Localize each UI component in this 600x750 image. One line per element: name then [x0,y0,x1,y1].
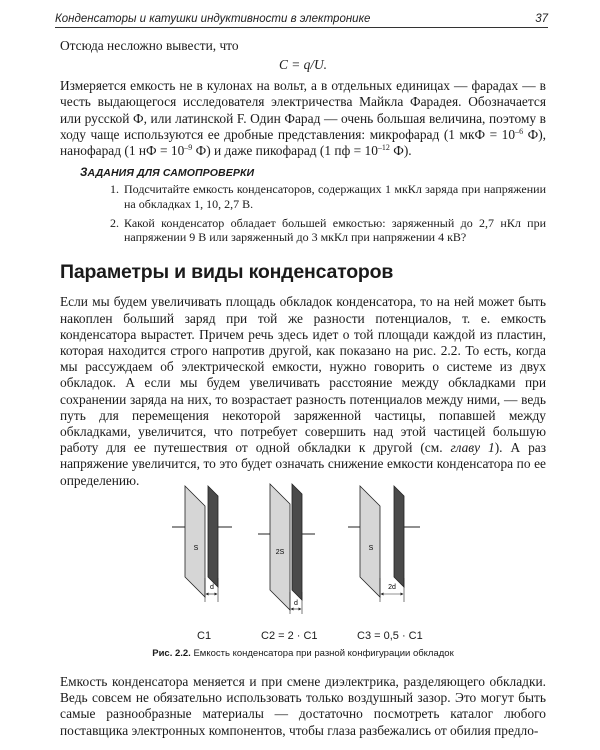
plate-left [360,486,380,597]
section-heading: Параметры и виды конденсаторов [60,261,394,284]
gap-label: d [210,584,214,591]
section-paragraph: Если мы будем увеличивать площадь обкладок конденсатора, то на ней может быть накоплен больший заряд при той же разности потенциалов, т. е. емкость конденсатора вырастет. Причем речь здесь идет о той площади каждой из пластин, которая находится строго напротив другой, как показано на рис. 2.2. То есть, когда мы рассуждаем об электрической емкости, нужно говорить о системе из двух обкладок. А если мы будем увеличивать расстояние между обкладками при сохранении заряда на них, то возрастает разность потенциалов между ними, — ведь путь для перемещения некоторой заряженной частицы, попавшей между обкладками, увеличится, что потребует совершить над этой частицей большую работу для ее путешествия от одной обкладки к другой (см. главу 1). А раз напряжение увеличится, то это будет означать снижение емкости конденсатора по ее определению. [60,294,546,488]
formula-c1: C1 [197,630,212,642]
plate-left [185,486,205,597]
page-content [60,38,546,489]
plate-area-label: 2S [275,549,285,556]
tasks-list [60,182,546,244]
gap-label: d [294,600,298,607]
gap-label: 2d [388,584,396,591]
plate-area-label: S [193,545,199,552]
units-paragraph: Измеряется емкость не в кулонах на вольт, а в отдельных единицах — фарадах — в честь выдающегося исследователя электричества Майкла Фарадея. Обозначается или русской Ф, или латинской F. Один Фарад — очень большая величина, поэтому в ходу чаще используются ее дробные представления: микрофарад (1 мкФ = $10^{-6}$ Ф), нанофарад (1 нФ = $10^{-9}$ Ф) и даже пикофарад (1 пф = $10^{-12}$ Ф). [60,78,546,159]
final-section [60,674,546,739]
formula-c3: C3 = 0,5 · C1 [357,630,423,642]
final-paragraph: Емкость конденсатора меняется и при смене диэлектрика, разделяющего обкладки. Ведь совсем не обязательно использовать только воздушный зазор. Это могут быть самые разнообразные материалы — достаточно посмотреть каталог любого поставщика электронных компонентов, чтобы глаза разбежались от обилия предло- [60,674,546,738]
tasks-title: ЗАДАНИЯ ДЛЯ САМОПРОВЕРКИ [80,167,255,180]
header-title: Конденсаторы и катушки индуктивности в электронике [55,13,371,25]
capacitor-1 [172,486,232,602]
running-header [55,8,548,28]
intro-lead: Отсюда несложно вывести, что [60,38,239,53]
capacitor-2 [258,484,315,614]
plate-right [394,486,404,587]
chapter-reference: главу 1 [450,440,495,456]
capacitor-3 [348,486,420,602]
plate-right [292,484,302,600]
plate-left [270,484,290,610]
figure-caption-text: Емкость конденсатора при разной конфигурации обкладок [190,648,454,659]
plate-area-label: S [368,545,374,552]
figure-number: Рис. 2.2. [152,648,191,659]
figure-caption [60,648,546,659]
capacitor-diagram [170,474,450,614]
page-number: 37 [535,13,548,25]
task-item: 2. Какой конденсатор обладает большей емкостью: заряженный до 2,7 нКл при напряжении 9 В или заряженный до 3 мкКл при напряжении 4 кВ? [122,216,546,245]
task-item: 1. Подсчитайте емкость конденсаторов, содержащих 1 мкКл заряда при напряжении на обкладках 1, 10, 2,7 В. [122,182,546,211]
plate-right [208,486,218,587]
capacitance-formula: C = q/U. [278,57,328,73]
formula-c2: C2 = 2 · C1 [261,630,318,642]
